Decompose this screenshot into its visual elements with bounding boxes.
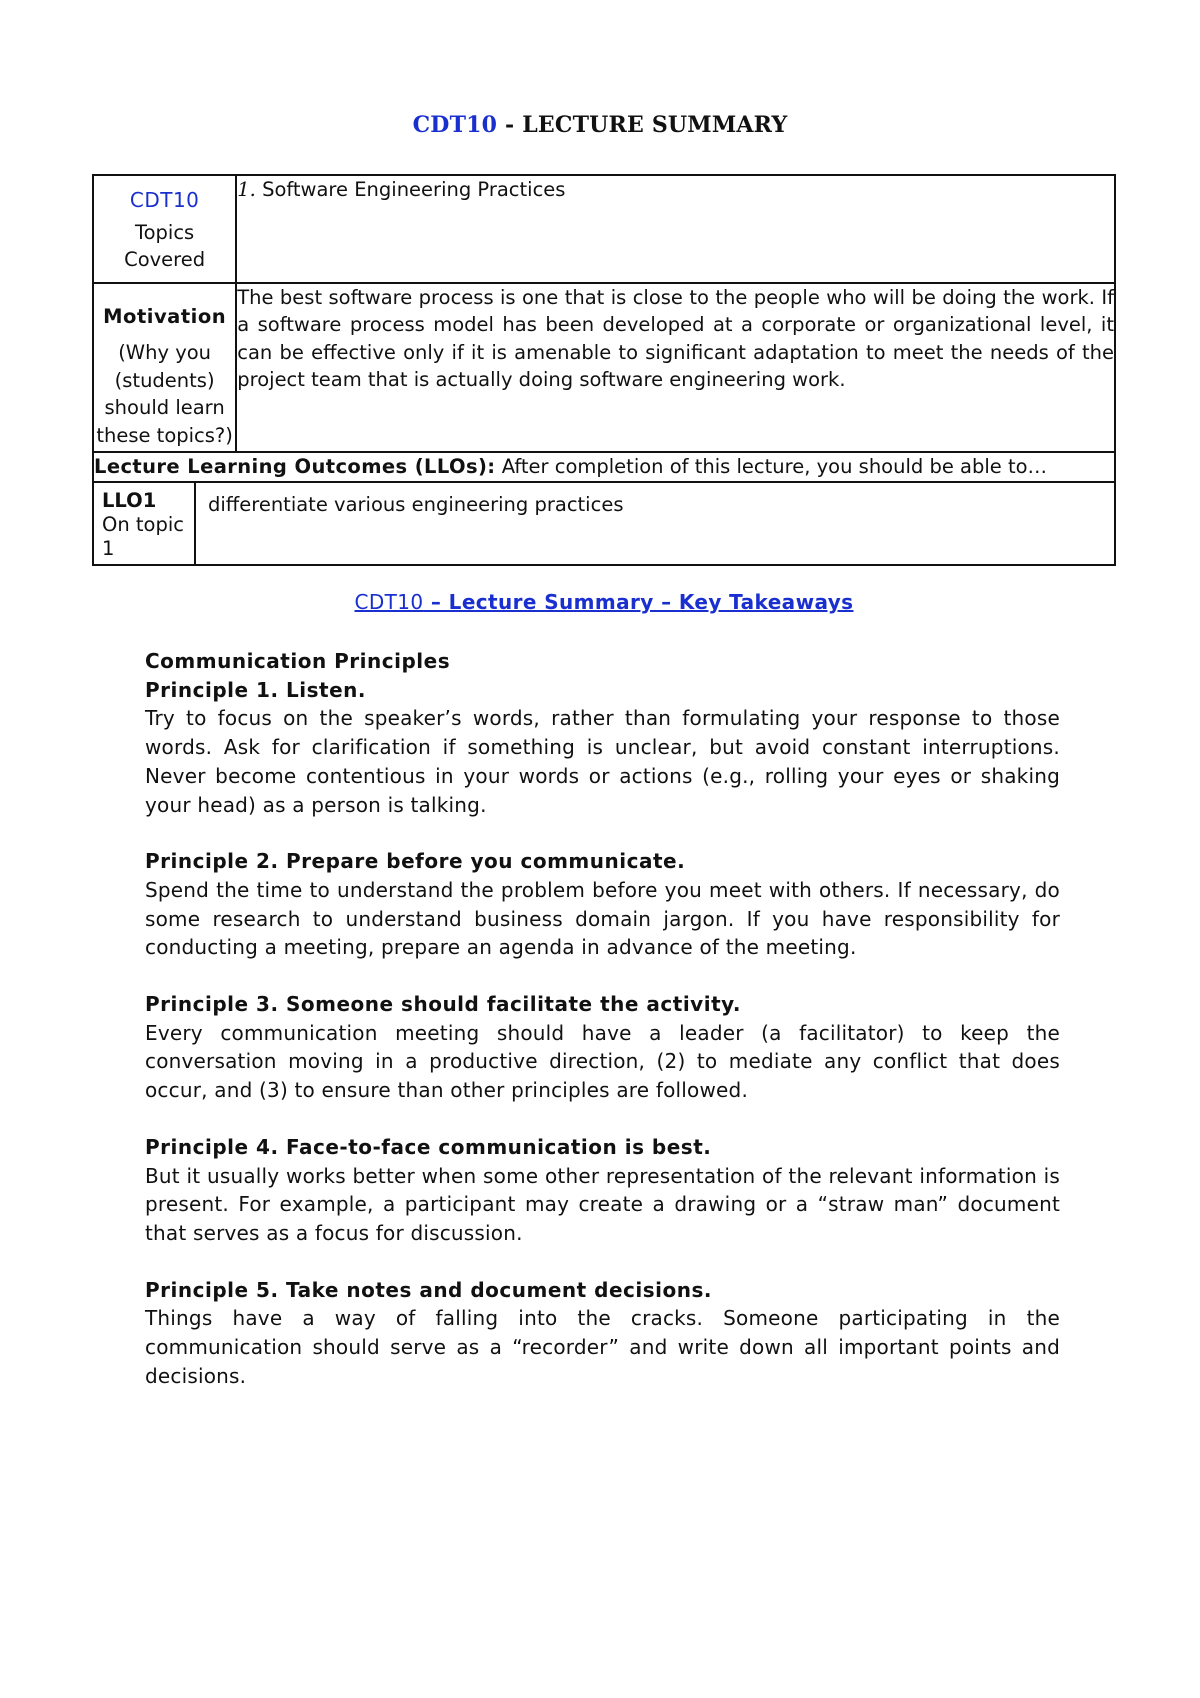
motivation-label-cell — [93, 283, 236, 453]
takeaways-course-code: CDT10 — [354, 590, 424, 614]
topics-row — [93, 175, 1115, 283]
table-course-code: CDT10 — [129, 188, 200, 212]
title-course-code: CDT10 — [412, 112, 498, 138]
topics-value-cell — [236, 175, 1115, 283]
llo-heading-row — [93, 452, 1115, 482]
topics-label-cell — [93, 175, 236, 283]
lecture-summary-table — [92, 174, 1116, 566]
principle-4-heading: Principle 4. Face-to-face communication is best. — [145, 1134, 712, 1159]
principle-3-heading: Principle 3. Someone should facilitate the activity. — [145, 992, 741, 1017]
llo-intro: After completion of this lecture, you should be able to… — [501, 455, 1048, 478]
principle-2 — [145, 847, 1060, 962]
section-title: Communication Principles — [145, 649, 451, 673]
principle-5-heading: Principle 5. Take notes and document decisions. — [145, 1277, 712, 1302]
principle-5 — [145, 1276, 1060, 1391]
topic-text: Software Engineering Practices — [262, 178, 566, 201]
llo-heading-cell — [93, 452, 1115, 482]
motivation-row — [93, 283, 1115, 453]
takeaways-title: – Lecture Summary – Key Takeaways — [423, 590, 854, 614]
motivation-title: Motivation — [103, 304, 227, 328]
llo1-code: LLO1 — [102, 488, 157, 512]
key-takeaways-heading — [0, 590, 1200, 614]
takeaways-content — [145, 647, 1060, 1390]
principle-1 — [145, 676, 1060, 820]
principle-4-body: But it usually works better when some other representation of the relevant information is present. For example, a participant may create a drawing or a “straw man” document that serves as a focus for discussion. — [145, 1163, 1060, 1245]
principle-3 — [145, 990, 1060, 1105]
principle-1-heading: Principle 1. Listen. — [145, 677, 366, 702]
principle-2-body: Spend the time to understand the problem before you meet with others. If necessary, do some research to understand business domain jargon. If you have responsibility for conducting a meeting, prepare an agenda in advance of the meeting. — [145, 877, 1060, 960]
motivation-subtitle: (Why you (students) should learn these topics?) — [96, 341, 233, 447]
principle-4 — [145, 1133, 1060, 1248]
llo1-code-cell — [93, 482, 195, 565]
principle-2-heading: Principle 2. Prepare before you communicate. — [145, 849, 686, 874]
llo1-description: differentiate various engineering practices — [195, 482, 1115, 565]
llo-heading: Lecture Learning Outcomes (LLOs): — [94, 455, 496, 478]
document-title — [0, 112, 1200, 138]
topics-covered-label: Topics Covered — [124, 220, 206, 271]
principle-3-body: Every communication meeting should have a leader (a facilitator) to keep the conversation moving in a productive direction, (2) to mediate any conflict that does occur, and (3) to ensure than other principles are followed. — [145, 1020, 1060, 1103]
llo1-row — [93, 482, 1115, 565]
principle-1-body: Try to focus on the speaker’s words, rather than formulating your response to those words. Ask for clarification if something is unclear, but avoid constant interruptions. Never become contentious in your words or actions (e.g., rolling your eyes or shaking your head) as a person is talking. — [145, 706, 1060, 817]
motivation-text: The best software process is one that is close to the people who will be doing the work. If a software process model has been developed at a corporate or organizational level, it can be effective only if it is amenable to significant adaptation to meet the needs of the project team that is actually doing software engineering work. — [236, 283, 1115, 453]
title-text: - LECTURE SUMMARY — [497, 112, 788, 138]
llo1-topic: On topic 1 — [102, 512, 184, 560]
topic-number: 1. — [237, 178, 256, 201]
principle-5-body: Things have a way of falling into the cracks. Someone participating in the communication should serve as a “recorder” and write down all important points and decisions. — [145, 1306, 1060, 1388]
